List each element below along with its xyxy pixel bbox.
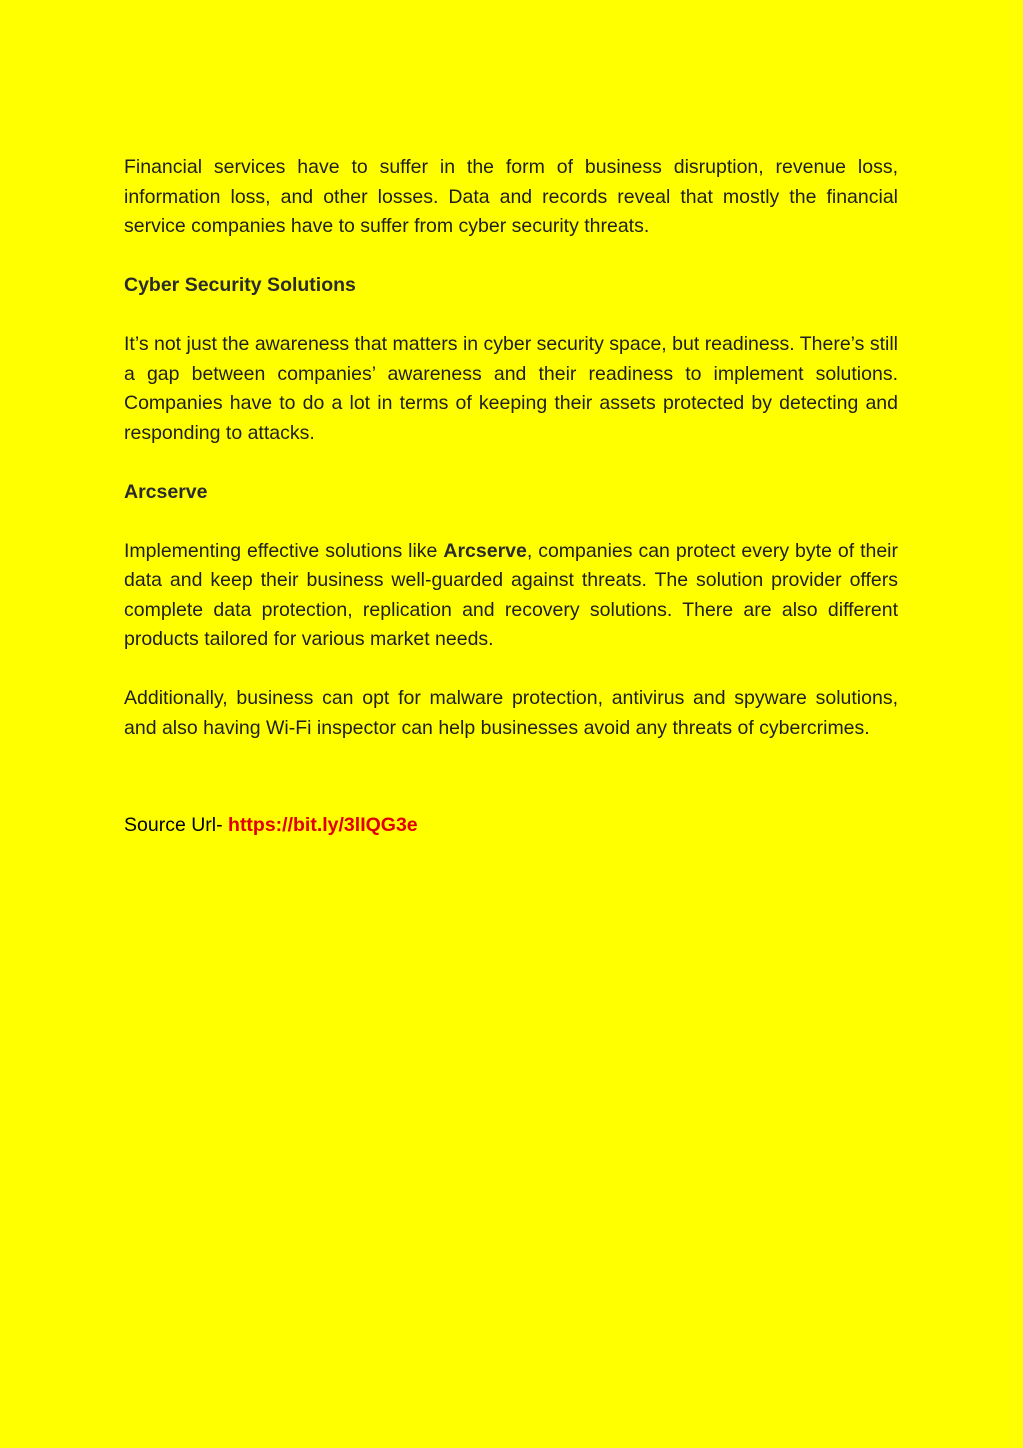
paragraph-3-suffix: , companies can protect every byte of their data and keep their business well-guarded against threats. The solution provider offers complete data protection, replication and recovery solutions. There are also different products tailored for various market needs. xyxy=(124,539,899,650)
source-url-link[interactable]: https://bit.ly/3lIQG3e xyxy=(228,814,418,836)
paragraph-spacer xyxy=(124,448,898,478)
paragraph-3-prefix: Implementing effective solutions like xyxy=(124,539,444,562)
arcserve-bold-text: Arcserve xyxy=(443,539,527,562)
heading-cyber-security-solutions: Cyber Security Solutions xyxy=(124,274,356,296)
document-body xyxy=(124,153,898,841)
source-url-line xyxy=(124,811,898,841)
paragraph-spacer xyxy=(124,242,898,272)
source-url-label: Source Url- xyxy=(124,814,229,836)
paragraph-implementing-solutions xyxy=(124,537,898,655)
paragraph-awareness-readiness: It’s not just the awareness that matters in cyber security space, but readiness. There’s still a gap between companies’ awareness and their readiness to implement solutions. Companies have to do a lot in terms of keeping their assets protected by detecting and responding to attacks. xyxy=(124,333,898,444)
paragraph-spacer xyxy=(124,655,898,685)
paragraph-additional-protection: Additionally, business can opt for malware protection, antivirus and spyware solutions, and also having Wi-Fi inspector can help businesses avoid any threats of cybercrimes. xyxy=(124,687,898,739)
paragraph-spacer xyxy=(124,507,898,537)
heading-arcserve: Arcserve xyxy=(124,480,208,503)
paragraph-spacer xyxy=(124,301,898,331)
paragraph-financial-services: Financial services have to suffer in the form of business disruption, revenue loss, information loss, and other losses. Data and records reveal that mostly the financial service companies have to suffer from cyber security threats. xyxy=(124,156,898,237)
